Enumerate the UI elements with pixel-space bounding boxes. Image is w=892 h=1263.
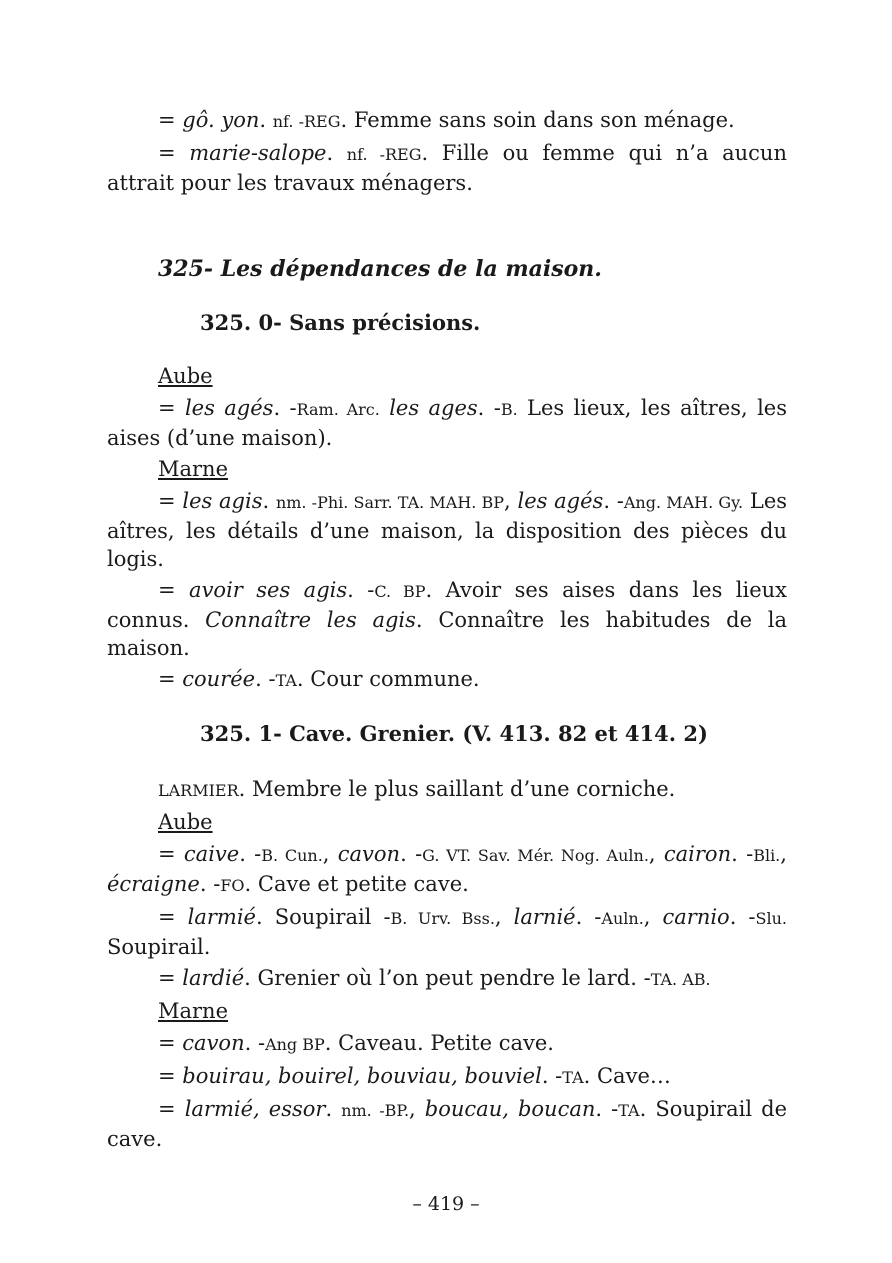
- entry-larmier: LARMIER. Membre le plus saillant d’une corniche.: [158, 777, 676, 801]
- entry-couree: = courée. -TA. Cour commune.: [158, 667, 480, 691]
- entry-les-agis: = les agis. nm. -Phi. Sarr. TA. MAH. BP, les agés. -Ang. MAH. Gy. Les aîtres, les détails d’une maison, la disposition des pièces du logis.: [107, 489, 788, 571]
- entry-avoir-ses-agis: = avoir ses agis. -C. BP. Avoir ses aises dans les lieux connus. Connaître les agis. Connaître les habitudes de la maison.: [107, 578, 788, 660]
- source-abbrev: nf. -REG: [346, 145, 422, 164]
- region-label-marne: Marne: [158, 457, 229, 481]
- region-label-aube-2: Aube: [158, 810, 213, 834]
- headword: marie-salope: [189, 141, 327, 165]
- subsection-heading-0: 325. 0- Sans précisions.: [200, 310, 481, 335]
- entry-larmie-essor: = larmié, essor. nm. -BP., boucau, boucan. -TA. Soupirail de cave.: [107, 1097, 788, 1151]
- entry-marie-salope: = marie-salope. nf. -REG. Fille ou femme qui n’a aucun attrait pour les travaux ménagers.: [107, 141, 787, 195]
- definition: . Fille ou femme qui n’a aucun attrait pour les travaux ménagers.: [107, 141, 787, 195]
- entry-lardie: = lardié. Grenier où l’on peut pendre le lard. -TA. AB.: [158, 966, 711, 990]
- entry-larmie: = larmié. Soupirail -B. Urv. Bss., larnié. -Auln., carnio. -Slu. Soupirail.: [107, 905, 787, 959]
- source-abbrev: nf. -REG: [272, 112, 341, 131]
- definition: . Femme sans soin dans son ménage.: [340, 108, 735, 132]
- headword: gô. yon: [182, 108, 260, 132]
- page-number: – 419 –: [412, 1193, 480, 1215]
- entry-caive: = caive. -B. Cun., cavon. -G. VT. Sav. Mér. Nog. Auln., cairon. -Bli., écraigne. -FO. Cave et petite cave.: [107, 842, 787, 896]
- region-label-marne-2: Marne: [158, 999, 229, 1023]
- section-heading: 325- Les dépendances de la maison.: [158, 256, 602, 282]
- entry-cavon: = cavon. -Ang BP. Caveau. Petite cave.: [158, 1031, 554, 1055]
- page-content: [107, 106, 787, 1156]
- entry-les-ages: = les agés. -Ram. Arc. les ages. -B. Les lieux, les aîtres, les aises (d’une maison).: [107, 396, 787, 450]
- region-label-aube: Aube: [158, 364, 213, 388]
- entry-go-yon: = gô. yon. nf. -REG. Femme sans soin dans son ménage.: [158, 108, 735, 132]
- entry-bouirau: = bouirau, bouirel, bouviau, bouviel. -TA. Cave…: [158, 1064, 671, 1088]
- subsection-heading-1: 325. 1- Cave. Grenier. (V. 413. 82 et 414. 2): [200, 721, 708, 746]
